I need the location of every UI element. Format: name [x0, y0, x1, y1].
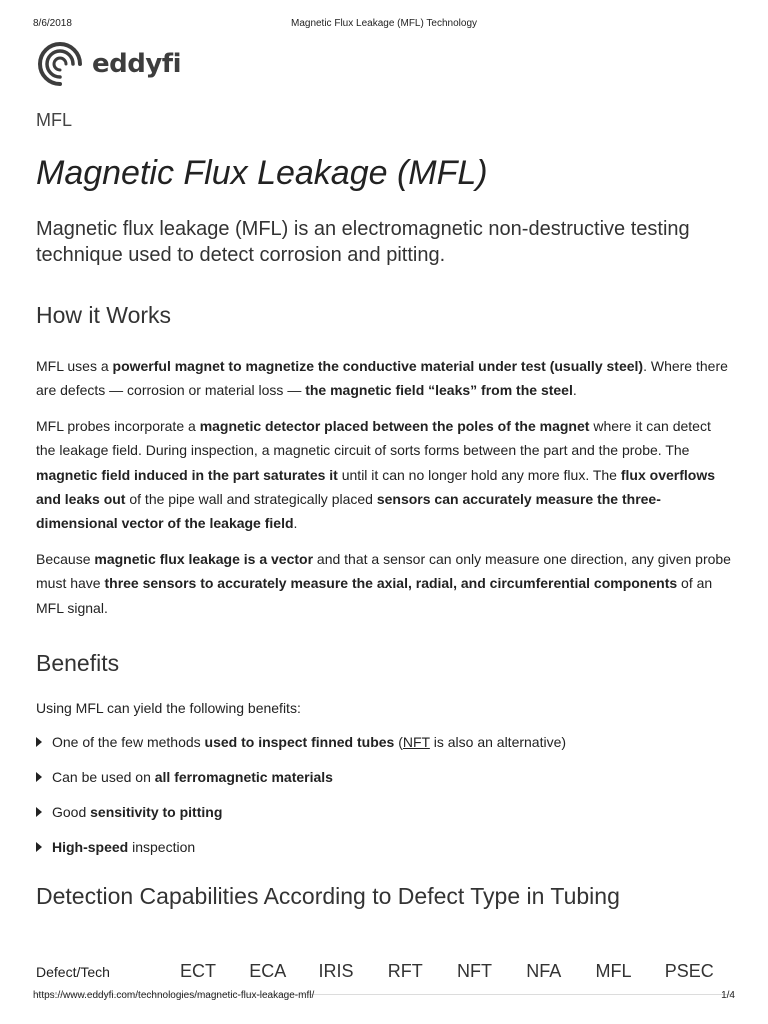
benefits-intro: Using MFL can yield the following benefits: — [36, 700, 301, 717]
text-run: where it can detect the leakage field. During inspection, a magnetic circuit of sorts forms between the part and the probe. The — [36, 417, 711, 459]
text-run: of the pipe wall and strategically placed — [125, 491, 377, 508]
print-title: Magnetic Flux Leakage (MFL) Technology — [290, 18, 478, 29]
text-run: and that a sensor can only measure one direction, any given probe must have — [36, 550, 731, 592]
lead-paragraph: Magnetic flux leakage (MFL) is an electromagnetic non-destructive testing technique used to detect corrosion and pitting. — [36, 218, 690, 266]
text-run: Good — [52, 804, 91, 821]
bold-text: all ferromagnetic materials — [154, 769, 333, 786]
bold-text: the magnetic field “leaks” from the steel — [305, 382, 573, 399]
text-run: . — [293, 515, 298, 532]
bold-text: magnetic flux leakage is a vector — [94, 550, 314, 567]
bold-text: three sensors to accurately measure the axial, radial, and circumferential components — [104, 575, 678, 592]
print-footer — [33, 990, 735, 1004]
benefits-list — [36, 732, 734, 857]
table-header-iris: IRIS — [318, 961, 354, 982]
text-run: Because — [36, 550, 95, 567]
text-run: inspection — [128, 839, 196, 856]
text-run: MFL probes incorporate a — [36, 417, 200, 434]
print-date: 8/6/2018 — [33, 18, 72, 29]
text-run: MFL uses a — [36, 358, 113, 374]
benefit-item — [36, 767, 734, 787]
text-run: Can be used on — [52, 769, 155, 786]
bold-text: sensitivity to pitting — [90, 804, 223, 821]
nft-link[interactable]: NFT — [402, 734, 430, 751]
benefit-text — [52, 839, 195, 855]
bold-text: High-speed — [52, 839, 129, 856]
text-run: until it can no longer hold any more flux. The — [337, 466, 621, 483]
benefit-item — [36, 732, 734, 752]
text-run: ( — [394, 734, 403, 751]
text-run: is also an alternative) — [429, 734, 567, 751]
bullet-triangle-icon — [36, 737, 42, 747]
table-header-eca: ECA — [249, 961, 287, 982]
article — [36, 110, 734, 995]
how-it-works-paragraph-2 — [36, 414, 734, 536]
bold-text: flux overflows and leaks out — [36, 466, 715, 508]
bold-text: magnetic detector placed between the poles of the magnet — [199, 417, 590, 434]
bold-text: powerful magnet to magnetize the conductive material under test (usually steel) — [112, 358, 644, 374]
text-run: of an MFL signal. — [36, 575, 713, 616]
detection-heading: Detection Capabilities According to Defect Type in Tubing — [36, 883, 620, 910]
bold-text: magnetic field induced in the part saturates it — [36, 466, 338, 483]
print-url[interactable]: https://www.eddyfi.com/technologies/magnetic-flux-leakage-mfl/ — [33, 990, 315, 1001]
text-run: . — [572, 382, 577, 399]
how-it-works-heading: How it Works — [36, 302, 172, 328]
bullet-triangle-icon — [36, 842, 42, 852]
table-header-nft: NFT — [456, 961, 492, 982]
text-run: One of the few methods — [52, 734, 205, 751]
how-it-works-paragraph-3 — [36, 547, 734, 620]
table-header-ect: ECT — [179, 961, 216, 982]
bold-text: sensors can accurately measure the three-dimensional vector of the leakage field — [36, 491, 661, 532]
page-title: Magnetic Flux Leakage (MFL) — [36, 154, 488, 192]
benefit-item — [36, 837, 734, 857]
benefit-text — [52, 734, 566, 750]
text-run: . Where there are defects — corrosion or material loss — — [36, 358, 728, 399]
benefits-heading: Benefits — [36, 650, 120, 677]
table-header-defect-tech: Defect/Tech — [36, 963, 110, 980]
table-header-psec: PSEC — [664, 961, 714, 982]
print-header — [33, 18, 735, 32]
eddyfi-logo-icon — [36, 40, 84, 88]
table-header-nfa: NFA — [526, 961, 562, 982]
bold-text: used to inspect finned tubes — [204, 734, 395, 751]
benefit-item — [36, 802, 734, 822]
logo-wordmark: eddyfi — [92, 49, 182, 79]
benefit-text — [52, 769, 333, 785]
how-it-works-paragraph-1 — [36, 354, 734, 403]
category-label[interactable]: MFL — [36, 110, 72, 130]
page-number: 1/4 — [721, 990, 735, 1001]
eddyfi-logo[interactable] — [36, 40, 181, 88]
benefit-text — [52, 804, 222, 820]
table-header-rft: RFT — [387, 961, 423, 982]
bullet-triangle-icon — [36, 772, 42, 782]
table-header-mfl: MFL — [595, 961, 632, 982]
bullet-triangle-icon — [36, 807, 42, 817]
